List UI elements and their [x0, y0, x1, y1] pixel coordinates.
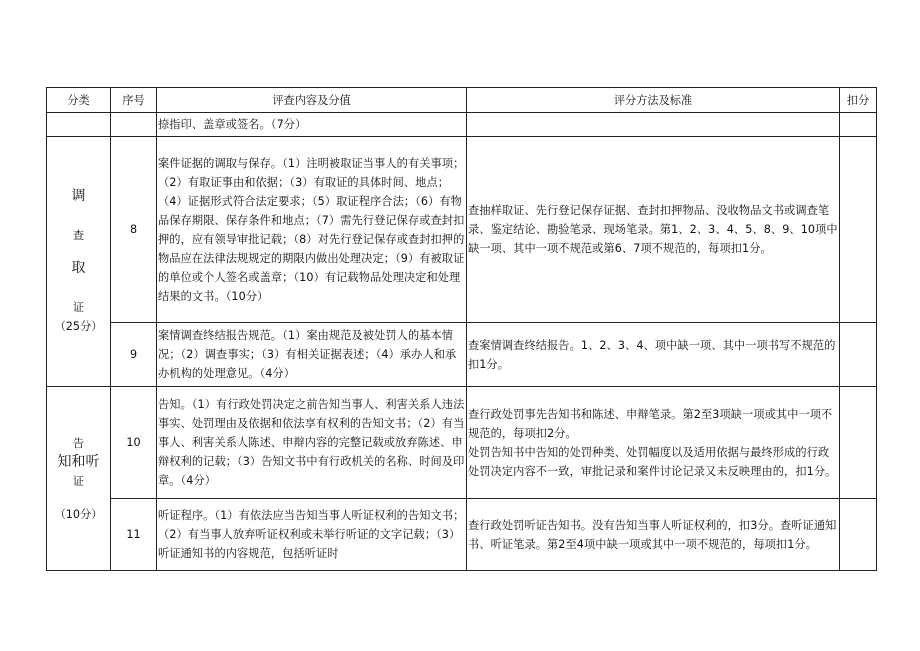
item-method: 查抽样取证、先行登记保存证据、查封扣押物品、没收物品文书或调查笔录、鉴定结论、勘验笔录、现场笔录。第1、2、3、4、5、8、9、10项中缺一项、其中一项不规范或第6、7项不规范的，每项扣1分。 [467, 137, 840, 323]
method-paragraph: 查行政处罚事先告知书和陈述、申辩笔录。第2至3项缺一项或其中一项不规范的，每项扣2分。 [468, 407, 833, 440]
table-row [47, 499, 877, 571]
category-char: 证 [72, 301, 85, 314]
category-cell-empty [47, 113, 111, 137]
header-deduction: 扣分 [840, 88, 877, 113]
number-cell-empty [111, 113, 157, 137]
category-notification-hearing [47, 387, 111, 571]
item-content: 案件证据的调取与保存。（1）注明被取证当事人的有关事项；（2）有取证事由和依据；（3）有取证的具体时间、地点；（4）证据形式符合法定要求；（5）取证程序合法；（6）有物品保存期限、保存条件和地点；（7）需先行登记保存或查封扣押的，应有领导审批记载；（8）对先行登记保存或查封扣押的物品应在法律法规规定的期限内做出处理决定；（9）有被取证的单位或个人签名或盖章；（10）有记载物品处理决定和处理结果的文书。（10分） [157, 137, 467, 323]
category-line: 告 [72, 436, 85, 450]
item-number: 10 [111, 387, 157, 499]
deduction-cell [840, 323, 877, 387]
item-method: 查案情调查终结报告。1、2、3、4、项中缺一项、其中一项书写不规范的扣1分。 [467, 323, 840, 387]
deduction-cell [840, 387, 877, 499]
header-content: 评查内容及分值 [157, 88, 467, 113]
category-line: 知和听 [57, 453, 100, 470]
header-number: 序号 [111, 88, 157, 113]
evaluation-table [46, 87, 877, 571]
content-cell: 捺指印、盖章或签名。（7分） [157, 113, 467, 137]
method-paragraph: 处罚告知书中告知的处罚种类、处罚幅度以及适用依据与最终形成的行政处罚决定内容不一致，审批记录和案件讨论记录又未反映理由的，扣1分。 [468, 445, 837, 478]
header-row [47, 88, 877, 113]
category-char: 查 [72, 229, 85, 242]
category-char: 取 [71, 260, 86, 276]
table-row [47, 387, 877, 499]
item-content: 告知。（1）有行政处罚决定之前告知当事人、利害关系人违法事实、处罚理由及依据和依法享有权利的告知文书；（2）有当事人、利害关系人陈述、申辩内容的完整记载或放弃陈述、申辩权利的记载；（3）告知文书中有行政机关的名称、时间及印章。（4分） [157, 387, 467, 499]
category-char: 调 [71, 188, 86, 204]
deduction-cell [840, 137, 877, 323]
item-content: 案情调查终结报告规范。（1）案由规范及被处罚人的基本情况；（2）调查事实；（3）有相关证据表述；（4）承办人和承办机构的处理意见。（4分） [157, 323, 467, 387]
deduction-cell [840, 499, 877, 571]
category-score: （25分） [54, 320, 103, 333]
category-score: （10分） [54, 507, 103, 521]
header-method: 评分方法及标准 [467, 88, 840, 113]
category-investigation [47, 137, 111, 387]
item-number: 11 [111, 499, 157, 571]
item-method: 查行政处罚听证告知书。没有告知当事人听证权利的，扣3分。查听证通知书、听证笔录。第2至4项中缺一项或其中一项不规范的，每项扣1分。 [467, 499, 840, 571]
item-content: 听证程序。（1）有依法应当告知当事人听证权利的告知文书；（2）有当事人放弃听证权利或未举行听证的文字记载；（3）听证通知书的内容规范，包括听证时 [157, 499, 467, 571]
header-category: 分类 [47, 88, 111, 113]
table-row [47, 323, 877, 387]
table-row [47, 137, 877, 323]
item-number: 9 [111, 323, 157, 387]
method-cell-empty [467, 113, 840, 137]
category-label [48, 434, 109, 524]
item-number: 8 [111, 137, 157, 323]
item-method [467, 387, 840, 499]
deduction-cell [840, 113, 877, 137]
category-label [48, 187, 109, 336]
table-row-continuation [47, 113, 877, 137]
category-line: 证 [72, 474, 85, 488]
